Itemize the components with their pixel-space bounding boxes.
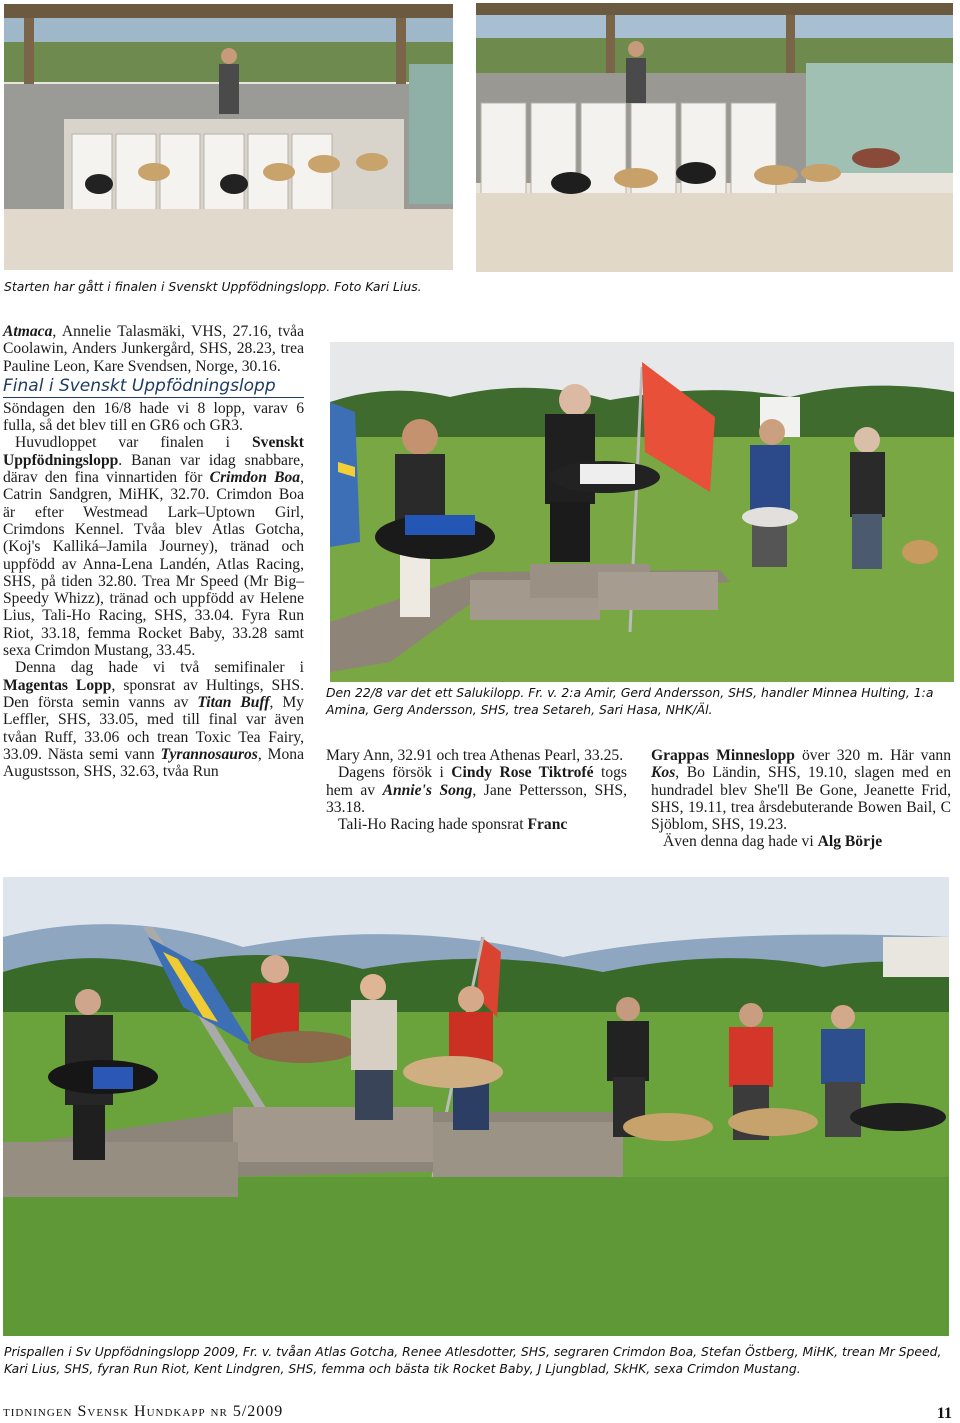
col1-text-3c: . Banan var idag snabbare, därav den fina vinnartiden för	[3, 451, 304, 487]
start-photo-right	[476, 3, 953, 272]
col1-text-1: , Annelie Talasmäki, VHS, 27.16, tvåa Coolawin, Anders Junkergård, SHS, 28.23, trea Pauline Leon, Kare Svendsen, Norge, 30.16.	[3, 323, 304, 375]
col1-text-4c: , sponsrat av Hultings, SHS. Den första semin vanns av	[3, 676, 304, 711]
race-name-magentas: Magentas Lopp	[3, 676, 112, 694]
start-photo-caption: Starten har gått i finalen i Svenskt Uppfödningslopp. Foto Kari Lius.	[4, 279, 422, 294]
footer-publication: tidningen Svensk Hundkapp nr 5/2009	[3, 1403, 284, 1420]
col1-text-3a: Huvudloppet var finalen i	[15, 434, 252, 452]
dog-name-annies-song: Annie's Song	[382, 781, 473, 799]
dog-name-crimdon-boa: Crimdon Boa	[209, 469, 301, 487]
col3-text-1d: , Bo Ländin, SHS, 19.10, slagen med en hundradel blev She'll Be Gone, Jeanette Frid, SHS, 19.11, trea årsdebuterande Bowen Bail, C Sjöblom, SHS, 19.23.	[651, 764, 951, 834]
dog-name-tyrannosauros: Tyrannosauros	[160, 745, 258, 763]
dog-name-titan-buff: Titan Buff	[197, 693, 270, 711]
podium-photo-caption: Prispallen i Sv Uppfödningslopp 2009, Fr. v. tvåan Atlas Gotcha, Renee Atlesdotter, SHS, segraren Crimdon Boa, Stefan Östberg, MiHK, trean Mr Speed, Kari Lius, SHS, fyran Run Riot, Kent Lindgren, SHS, femma och bästa tik Rocket Baby, J Ljungblad, SkHK, sexa Crimdon Mustang.	[4, 1344, 942, 1376]
page-number: 11	[936, 1405, 952, 1422]
dog-name-atmaca: Atmaca	[3, 323, 53, 340]
race-name-alg-borje: Alg Börje	[817, 833, 883, 851]
race-name-svenskt: Svenskt Uppfödningslopp	[3, 434, 304, 469]
article-column-2	[326, 747, 627, 833]
col1-text-4a: Denna dag hade vi två semifinaler i	[15, 659, 304, 677]
col2-text-3a: Tali-Ho Racing hade sponsrat	[338, 816, 528, 834]
dog-name-kos: Kos	[651, 764, 676, 782]
col1-text-3e: , Catrin Sandgren, MiHK, 32.70. Crimdon Boa är efter Westmead Lark–Uptown Girl, Crimdons Kennel. Tvåa blev Atlas Gotcha, (Koj's Kalliká–Jamila Journey), tränad och uppfödd av Anna-Lena Landén, Atlas Racing, SHS, på tiden 32.80. Trea Mr Speed (Mr Big–Speedy Whizz), tränad och uppfödd av Helene Lius, Tali-Ho Racing, SHS, 33.04. Fyra Run Riot, 33.18, femma Rocket Baby, 33.28 samt sexa Crimdon Mustang, 33.45.	[3, 469, 304, 660]
article-column-3	[651, 747, 951, 851]
section-heading: Final i Svenskt Uppfödningslopp	[3, 377, 304, 398]
article-column-1	[3, 323, 304, 780]
col2-text-2a: Dagens försök i	[338, 764, 452, 782]
col1-text-2: Söndagen den 16/8 hade vi 8 lopp, varav 6 fulla, så det blev till en GR6 och GR3.	[3, 399, 304, 435]
col2-text-1: Mary Ann, 32.91 och trea Athenas Pearl, 33.25.	[326, 747, 624, 764]
col2-text-2e: , Jane Pettersson, SHS, 33.18.	[326, 781, 627, 816]
saluki-photo-caption: Den 22/8 var det ett Salukilopp. Fr. v. 2:a Amir, Gerd Andersson, SHS, handler Minnea Hulting, 1:a Amina, Gerg Andersson, SHS, trea Setareh, Sari Hasa, NHK/Äl.	[326, 685, 934, 717]
col3-text-2a: Även denna dag hade vi	[663, 833, 818, 851]
podium-photo	[3, 877, 949, 1336]
race-name-cindy-rose: Cindy Rose Tiktrofé	[451, 764, 594, 782]
col1-text-4g: , Mona Augustsson, SHS, 32.63, tvåa Run	[3, 745, 304, 781]
col1-text-4e: , My Leffler, SHS, 33.05, med till final var även tvåan Ruff, 33.06 och trean Toxic Tea Fairy, 33.09. Nästa semi vann	[3, 693, 304, 763]
race-name-franc: Franc	[527, 816, 568, 834]
race-name-grappas: Grappas Minneslopp	[651, 747, 795, 764]
saluki-photo	[330, 342, 954, 682]
start-photo-left	[4, 4, 453, 270]
col2-text-2c: togs hem av	[326, 764, 627, 799]
col3-text-1b: över 320 m. Här vann	[794, 747, 951, 764]
